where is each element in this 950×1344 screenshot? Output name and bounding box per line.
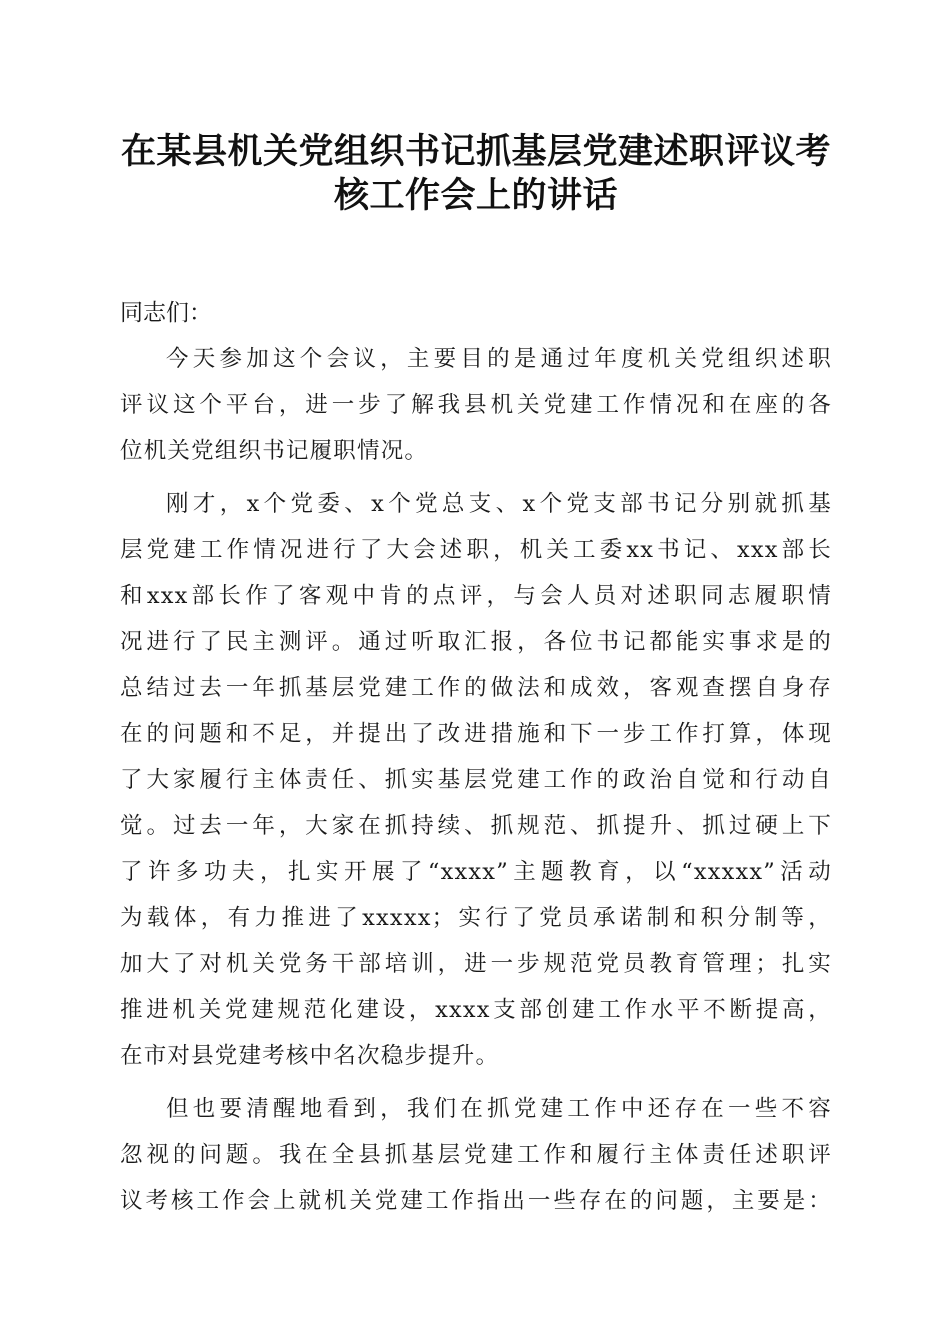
- paragraph-1: [120, 336, 832, 474]
- paragraph-line: 但也要清醒地看到，我们在抓党建工作中还存在一些不容: [166, 1096, 832, 1122]
- title-line-2: 核工作会上的讲话: [333, 175, 618, 216]
- paragraph-line: 加大了对机关党务干部培训，进一步规范党员教育管理；扎实: [120, 951, 832, 977]
- paragraph-line: 在的问题和不足，并提出了改进措施和下一步工作打算，体现: [120, 721, 832, 747]
- title-line-1: 在某县机关党组织书记抓基层党建述职评议考: [120, 131, 831, 172]
- paragraph-line: 觉。过去一年，大家在抓持续、抓规范、抓提升、抓过硬上下: [120, 813, 832, 839]
- paragraph-line: 和xxx部长作了客观中肯的点评，与会人员对述职同志履职情: [120, 583, 832, 609]
- paragraph-line: 层党建工作情况进行了大会述职，机关工委xx书记、xxx部长: [120, 537, 832, 563]
- paragraph-2: [120, 481, 832, 1079]
- paragraph-line: 为载体，有力推进了xxxxx；实行了党员承诺制和积分制等，: [120, 905, 832, 931]
- paragraph-line: 在市对县党建考核中名次稳步提升。: [120, 1043, 500, 1069]
- paragraph-line: 了许多功夫，扎实开展了“xxxx”主题教育，以“xxxxx”活动: [120, 859, 832, 885]
- paragraph-line: 今天参加这个会议，主要目的是通过年度机关党组织述职: [166, 346, 832, 372]
- paragraph-line: 刚才，x个党委、x个党总支、x个党支部书记分别就抓基: [166, 491, 832, 517]
- paragraph-line: 位机关党组织书记履职情况。: [120, 438, 429, 464]
- document-title: [120, 130, 832, 218]
- paragraph-line: 推进机关党建规范化建设，xxxx支部创建工作水平不断提高，: [120, 997, 832, 1023]
- paragraph-gap: [120, 474, 832, 481]
- paragraph-line: 总结过去一年抓基层党建工作的做法和成效，客观查摆自身存: [120, 675, 832, 701]
- document-page: [120, 130, 832, 1224]
- paragraph-line: 了大家履行主体责任、抓实基层党建工作的政治自觉和行动自: [120, 767, 832, 793]
- paragraph-line: 忽视的问题。我在全县抓基层党建工作和履行主体责任述职评: [120, 1142, 832, 1168]
- paragraph-gap: [120, 1079, 832, 1086]
- paragraph-line: 议考核工作会上就机关党建工作指出一些存在的问题，主要是：: [120, 1188, 832, 1214]
- paragraph-line: 况进行了民主测评。通过听取汇报，各位书记都能实事求是的: [120, 629, 832, 655]
- salutation: 同志们：: [120, 300, 212, 326]
- paragraph-3: [120, 1086, 832, 1224]
- paragraph-line: 评议这个平台，进一步了解我县机关党建工作情况和在座的各: [120, 392, 832, 418]
